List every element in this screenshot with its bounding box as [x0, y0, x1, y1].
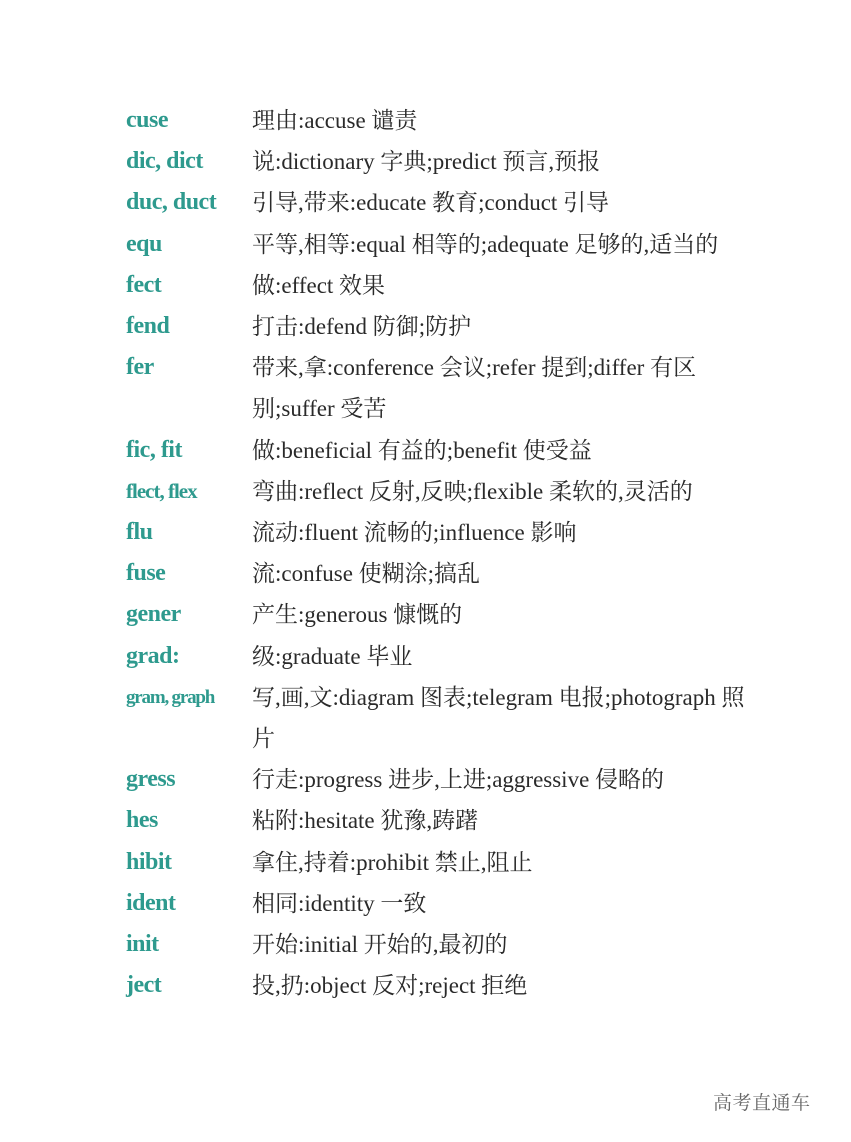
root-term: fer — [126, 354, 154, 381]
root-term: fuse — [126, 560, 166, 587]
list-item — [126, 306, 746, 347]
root-term: fect — [126, 271, 162, 298]
root-term: ident — [126, 889, 176, 916]
list-item — [126, 677, 746, 759]
root-definition: 做:effect 效果 — [252, 272, 386, 298]
root-term: hibit — [126, 848, 172, 875]
root-definition: 理由:accuse 谴责 — [252, 108, 418, 133]
list-item — [126, 182, 746, 223]
root-definition: 带来,拿:conference 会议;refer 提到;differ 有区别;suffer 受苦 — [252, 355, 697, 422]
list-item — [126, 224, 746, 265]
root-definition: 做:beneficial 有益的;benefit 使受益 — [252, 437, 592, 463]
root-definition: 流动:fluent 流畅的;influence 影响 — [252, 520, 577, 546]
root-term: equ — [126, 230, 162, 257]
root-term: init — [126, 931, 159, 958]
word-root-list — [126, 100, 746, 1006]
root-definition: 产生:generous 慷慨的 — [252, 602, 463, 628]
root-definition: 说:dictionary 字典;predict 预言,预报 — [252, 149, 601, 175]
list-item — [126, 965, 746, 1006]
root-definition: 开始:initial 开始的,最初的 — [252, 932, 508, 958]
root-definition: 级:graduate 毕业 — [252, 643, 413, 669]
root-definition: 行走:progress 进步,上进;aggressive 侵略的 — [252, 767, 665, 793]
root-term: gener — [126, 601, 181, 628]
root-definition: 流:confuse 使糊涂;搞乱 — [252, 561, 481, 587]
list-item — [126, 842, 746, 883]
list-item — [126, 883, 746, 924]
list-item — [126, 100, 746, 141]
list-item — [126, 594, 746, 635]
root-definition: 平等,相等:equal 相等的;adequate 足够的,适当的 — [252, 231, 719, 257]
root-term: hes — [126, 807, 158, 834]
root-term: grad: — [126, 642, 180, 669]
root-definition: 拿住,持着:prohibit 禁止,阻止 — [252, 849, 533, 875]
watermark: 高考直通车 — [713, 1092, 811, 1114]
root-definition: 粘附:hesitate 犹豫,踌躇 — [252, 808, 479, 834]
root-term: flect, flex — [126, 478, 197, 503]
root-term: cuse — [126, 107, 168, 133]
root-definition: 引导,带来:educate 教育;conduct 引导 — [252, 190, 610, 216]
root-term: flu — [126, 519, 153, 546]
root-definition: 打击:defend 防御;防护 — [252, 314, 472, 340]
root-term: fend — [126, 313, 170, 340]
list-item — [126, 924, 746, 965]
list-item — [126, 636, 746, 677]
root-term: duc, duct — [126, 189, 217, 216]
root-term: gress — [126, 766, 176, 793]
root-definition: 投,扔:object 反对;reject 拒绝 — [252, 973, 528, 999]
list-item — [126, 512, 746, 553]
list-item — [126, 759, 746, 800]
root-term: ject — [126, 972, 162, 999]
root-term: fic, fit — [126, 436, 182, 463]
list-item — [126, 265, 746, 306]
root-definition: 弯曲:reflect 反射,反映;flexible 柔软的,灵活的 — [252, 478, 693, 504]
root-term: dic, dict — [126, 148, 203, 175]
root-definition: 写,画,文:diagram 图表;telegram 电报;photograph 照片 — [252, 684, 745, 752]
root-term: gram, graph — [126, 686, 215, 708]
list-item — [126, 800, 746, 841]
list-item — [126, 553, 746, 594]
list-item — [126, 471, 746, 512]
list-item — [126, 430, 746, 471]
list-item — [126, 141, 746, 182]
root-definition: 相同:identity 一致 — [252, 890, 427, 916]
list-item — [126, 347, 746, 429]
